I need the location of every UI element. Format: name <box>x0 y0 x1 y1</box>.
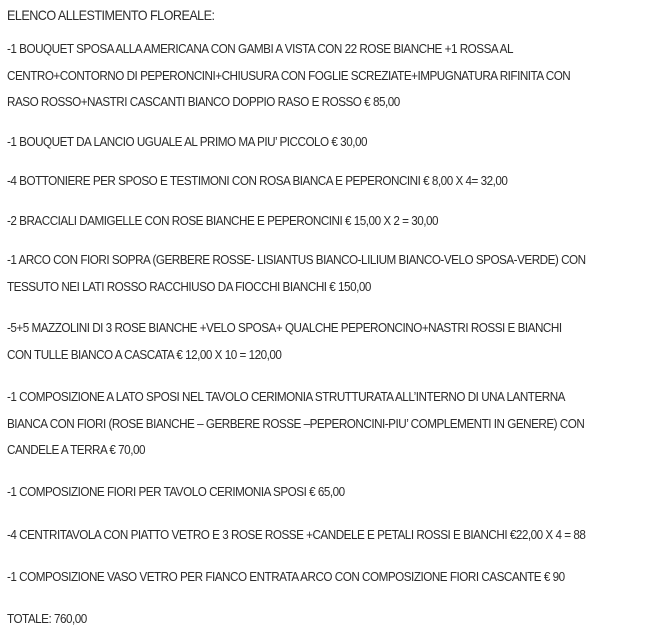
list-item-line: -1 COMPOSIZIONE FIORI PER TAVOLO CERIMONIA SPOSI € 65,00 <box>7 484 345 499</box>
list-item-line: -1 ARCO CON FIORI SOPRA (GERBERE ROSSE- LISIANTUS BIANCO-LILIUM BIANCO-VELO SPOSA-VERDE) CON <box>7 252 586 267</box>
list-item-line: CENTRO+CONTORNO DI PEPERONCINI+CHIUSURA CON FOGLIE SCREZIATE+IMPUGNATURA RIFINITA CON <box>7 68 571 83</box>
list-item-line: -1 COMPOSIZIONE A LATO SPOSI NEL TAVOLO CERIMONIA STRUTTURATA ALL’INTERNO DI UNA LANTERNA <box>7 389 565 404</box>
list-item-line: CON TULLE BIANCO A CASCATA € 12,00 X 10 = 120,00 <box>7 347 282 362</box>
list-item-line: BIANCA CON FIORI (ROSE BIANCHE – GERBERE ROSSE –PEPERONCINI-PIU’ COMPLEMENTI IN GENERE) CON <box>7 416 585 431</box>
list-item-line: CANDELE A TERRA € 70,00 <box>7 442 145 457</box>
list-item-line: -5+5 MAZZOLINI DI 3 ROSE BIANCHE +VELO SPOSA+ QUALCHE PEPERONCINO+NASTRI ROSSI E BIANCHI <box>7 320 562 335</box>
list-item-line: -4 BOTTONIERE PER SPOSO E TESTIMONI CON ROSA BIANCA E PEPERONCINI € 8,00 X 4= 32,00 <box>7 173 508 188</box>
list-item-line: -1 COMPOSIZIONE VASO VETRO PER FIANCO ENTRATA ARCO CON COMPOSIZIONE FIORI CASCANTE € 90 <box>7 569 565 584</box>
list-item-line: RASO ROSSO+NASTRI CASCANTI BIANCO DOPPIO RASO E ROSSO € 85,00 <box>7 94 400 109</box>
list-item-line: -1 BOUQUET SPOSA ALLA AMERICANA CON GAMBI A VISTA CON 22 ROSE BIANCHE +1 ROSSA AL <box>7 41 513 56</box>
list-item-line: TESSUTO NEI LATI ROSSO RACCHIUSO DA FIOCCHI BIANCHI € 150,00 <box>7 279 371 294</box>
list-item-line: -2 BRACCIALI DAMIGELLE CON ROSE BIANCHE E PEPERONCINI € 15,00 X 2 = 30,00 <box>7 213 439 228</box>
document-title: ELENCO ALLESTIMENTO FLOREALE: <box>7 7 215 23</box>
list-item-line: -4 CENTRITAVOLA CON PIATTO VETRO E 3 ROSE ROSSE +CANDELE E PETALI ROSSI E BIANCHI €22,00 X 4 = 88 <box>7 527 586 542</box>
list-item-line: -1 BOUQUET DA LANCIO UGUALE AL PRIMO MA PIU’ PICCOLO € 30,00 <box>7 134 367 149</box>
total-amount: TOTALE: 760,00 <box>7 611 87 626</box>
